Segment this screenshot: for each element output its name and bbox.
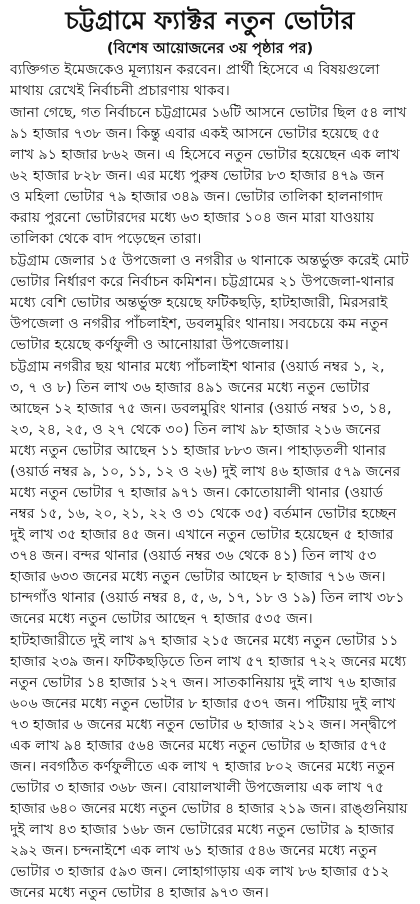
text-line: ভোটার ৩ হাজার ৫৯৩ জন। লোহাগাড়ায় এক লাখ ৮৬ হাজার ৫১২	[10, 864, 390, 880]
text-line: আছেন ১২ হাজার ৭৫ জন। ডবলমুরিং থানার (ওয়ার্ড নম্বর ১৩, ১৪,	[10, 401, 392, 417]
text-line: জনের মধ্যে নতুন ভোটার ৪ হাজার ৯৭৩ জন।	[10, 885, 269, 901]
text-line: চান্দগাঁও থানার (ওয়ার্ড নম্বর ৪, ৫, ৬, ১৭, ১৮ ও ১৯) তিন লাখ ৩৮১	[10, 590, 405, 606]
text-line: হাজার ৬৪০ জনের মধ্যে নতুন ভোটার ৪ হাজার ২১৯ জন। রাঙ্গুনিয়ায়	[10, 801, 408, 817]
text-line: লাখ ৯১ হাজার ৮৬২ জন। এ হিসেবে নতুন ভোটার হয়েছেন এক লাখ	[10, 147, 400, 163]
text-line: তালিকা থেকে বাদ পড়েছেন তারা।	[10, 231, 202, 247]
text-line: ৩৭৪ জন। বন্দর থানার (ওয়ার্ড নম্বর ৩৬ থেকে ৪১) তিন লাখ ৫৩	[10, 548, 377, 564]
text-line: ভোটার হয়েছে কর্ণফুলী ও আনোয়ারা উপজেলায়।	[10, 337, 289, 353]
paragraph	[10, 357, 410, 630]
text-line: উপজেলা ও নগরীর পাঁচলাইশ, ডবলমুরিং থানায়। সবচেয়ে কম নতুন	[10, 316, 389, 332]
text-line: জন। নবগঠিত কর্ণফুলীতে এক লাখ ৭ হাজার ৮০২ জনের মধ্যে নতুন	[10, 759, 395, 775]
text-line: ভোটার নির্ধারণ করে নির্বাচন কমিশন। চট্টগ্রামের ২১ উপজেলা-থানার	[10, 274, 395, 290]
paragraph	[10, 251, 410, 356]
text-line: মধ্যে নতুন ভোটার ৭ হাজার ৯৭১ জন। কোতোয়ালী থানার (ওয়ার্ড	[10, 485, 384, 501]
text-line: ২৯২ জন। চন্দনাইশে এক লাখ ৬১ হাজার ৫৪৬ জনের মধ্যে নতুন	[10, 843, 377, 859]
text-line: ব্যক্তিগত ইমেজকেও মূল্যায়ন করবেন। প্রার্থী হিসেবে এ বিষয়গুলো	[10, 62, 380, 78]
text-line: দুই লাখ ৩৫ হাজার ৪৫ জন। এখানে নতুন ভোটার হয়েছেন ৫ হাজার	[10, 527, 394, 543]
text-line: ৭৩ হাজার ৬ জনের মধ্যে নতুন ভোটার ৬ হাজার ২১২ জন। সন্দ্বীপে	[10, 717, 397, 733]
text-line: হাজার ৬৩৩ জনের মধ্যে নতুন ভোটার আছেন ৮ হাজার ৭১৬ জন।	[10, 569, 386, 585]
text-line: ৬০৬ জনের মধ্যে নতুন ভোটার ৮ হাজার ৫৩৭ জন। পটিয়ায় দুই লাখ	[10, 696, 396, 712]
continued-from-note: (বিশেষ আয়োজনের ৩য় পৃষ্ঠার পর)	[106, 41, 314, 57]
article-body	[10, 60, 410, 904]
text-line: চট্টগ্রাম জেলার ১৫ উপজেলা ও নগরীর ৬ থানাকে অন্তর্ভুক্ত করেই মোট	[10, 253, 409, 269]
text-line: জনের মধ্যে নতুন ভোটার আছেন ৭ হাজার ৫৩৫ জন।	[10, 611, 313, 627]
text-line: ৬২ হাজার ৮২৮ জন। এর মধ্যে পুরুষ ভোটার ৮৩ হাজার ৪৭৯ জন	[10, 168, 385, 184]
text-line: নম্বর ১৫, ১৬, ২০, ২১, ২২ ও ৩১ থেকে ৩৫) বর্তমান ভোটার হচ্ছেন	[10, 506, 397, 522]
text-line: হাটহাজারীতে দুই লাখ ৯৭ হাজার ২১৫ জনের মধ্যে নতুন ভোটার ১১	[10, 633, 399, 649]
text-line: হাজার ২৩৯ জন। ফটিকছড়িতে তিন লাখ ৫৭ হাজার ৭২২ জনের মধ্যে	[10, 654, 407, 670]
text-line: ভোটার ৩ হাজার ৩৬৮ জন। বোয়ালখালী উপজেলায় এক লাখ ৭৫	[10, 780, 385, 796]
text-line: জানা গেছে, গত নির্বাচনে চট্টগ্রামের ১৬টি আসনে ভোটার ছিল ৫৪ লাখ	[10, 105, 407, 121]
text-line: ২৩, ২৪, ২৫, ও ২৭ থেকে ৩০) তিন লাখ ৯৮ হাজার ২১৬ জনের	[10, 422, 381, 438]
paragraph	[10, 103, 410, 250]
headline: চট্টগ্রামে ফ্যাক্টর নতুন ভোটার	[65, 6, 355, 35]
paragraph	[10, 60, 410, 102]
text-line: ৯১ হাজার ৭৩৮ জন। কিন্তু এবার একই আসনে ভোটার হয়েছে ৫৫	[10, 126, 381, 142]
text-line: চট্টগ্রাম নগরীর ছয় থানার মধ্যে পাঁচলাইশ থানার (ওয়ার্ড নম্বর ১, ২,	[10, 359, 385, 375]
text-line: দুই লাখ ৪৩ হাজার ১৬৮ জন ভোটারের মধ্যে নতুন ভোটার ৯ হাজার	[10, 822, 395, 838]
text-line: নতুন ভোটার ১৪ হাজার ১২৭ জন। সাতকানিয়ায় দুই লাখ ৭৬ হাজার	[10, 675, 397, 691]
paragraph	[10, 631, 410, 904]
text-line: ৩, ৭ ও ৮) তিন লাখ ৩৬ হাজার ৪৯১ জনের মধ্যে নতুন ভোটার	[10, 380, 370, 396]
text-line: মধ্যে নতুন ভোটার আছেন ১১ হাজার ৮৮৩ জন। পাহাড়তলী থানার	[10, 443, 387, 459]
text-line: মাথায় রেখেই নির্বাচনী প্রচারণায় থাকব।	[10, 83, 230, 99]
text-line: ও মহিলা ভোটার ৭৯ হাজার ৩৪৯ জন। ভোটার তালিকা হালনাগাদ	[10, 189, 383, 205]
text-line: এক লাখ ৯৪ হাজার ৫৬৪ জনের মধ্যে নতুন ভোটার ৬ হাজার ৫৭৫	[10, 738, 388, 754]
text-line: (ওয়ার্ড নম্বর ৯, ১০, ১১, ১২ ও ২৬) দুই লাখ ৪৬ হাজার ৫৭৯ জনের	[10, 464, 401, 480]
text-line: মধ্যে বেশি ভোটার অন্তর্ভুক্ত হয়েছে ফটিকছড়ি, হাটহাজারী, মিরসরাই	[10, 295, 388, 311]
text-line: করায় পুরনো ভোটারদের মধ্যে ৬৩ হাজার ১০৪ জন মারা যাওয়ায়	[10, 210, 375, 226]
